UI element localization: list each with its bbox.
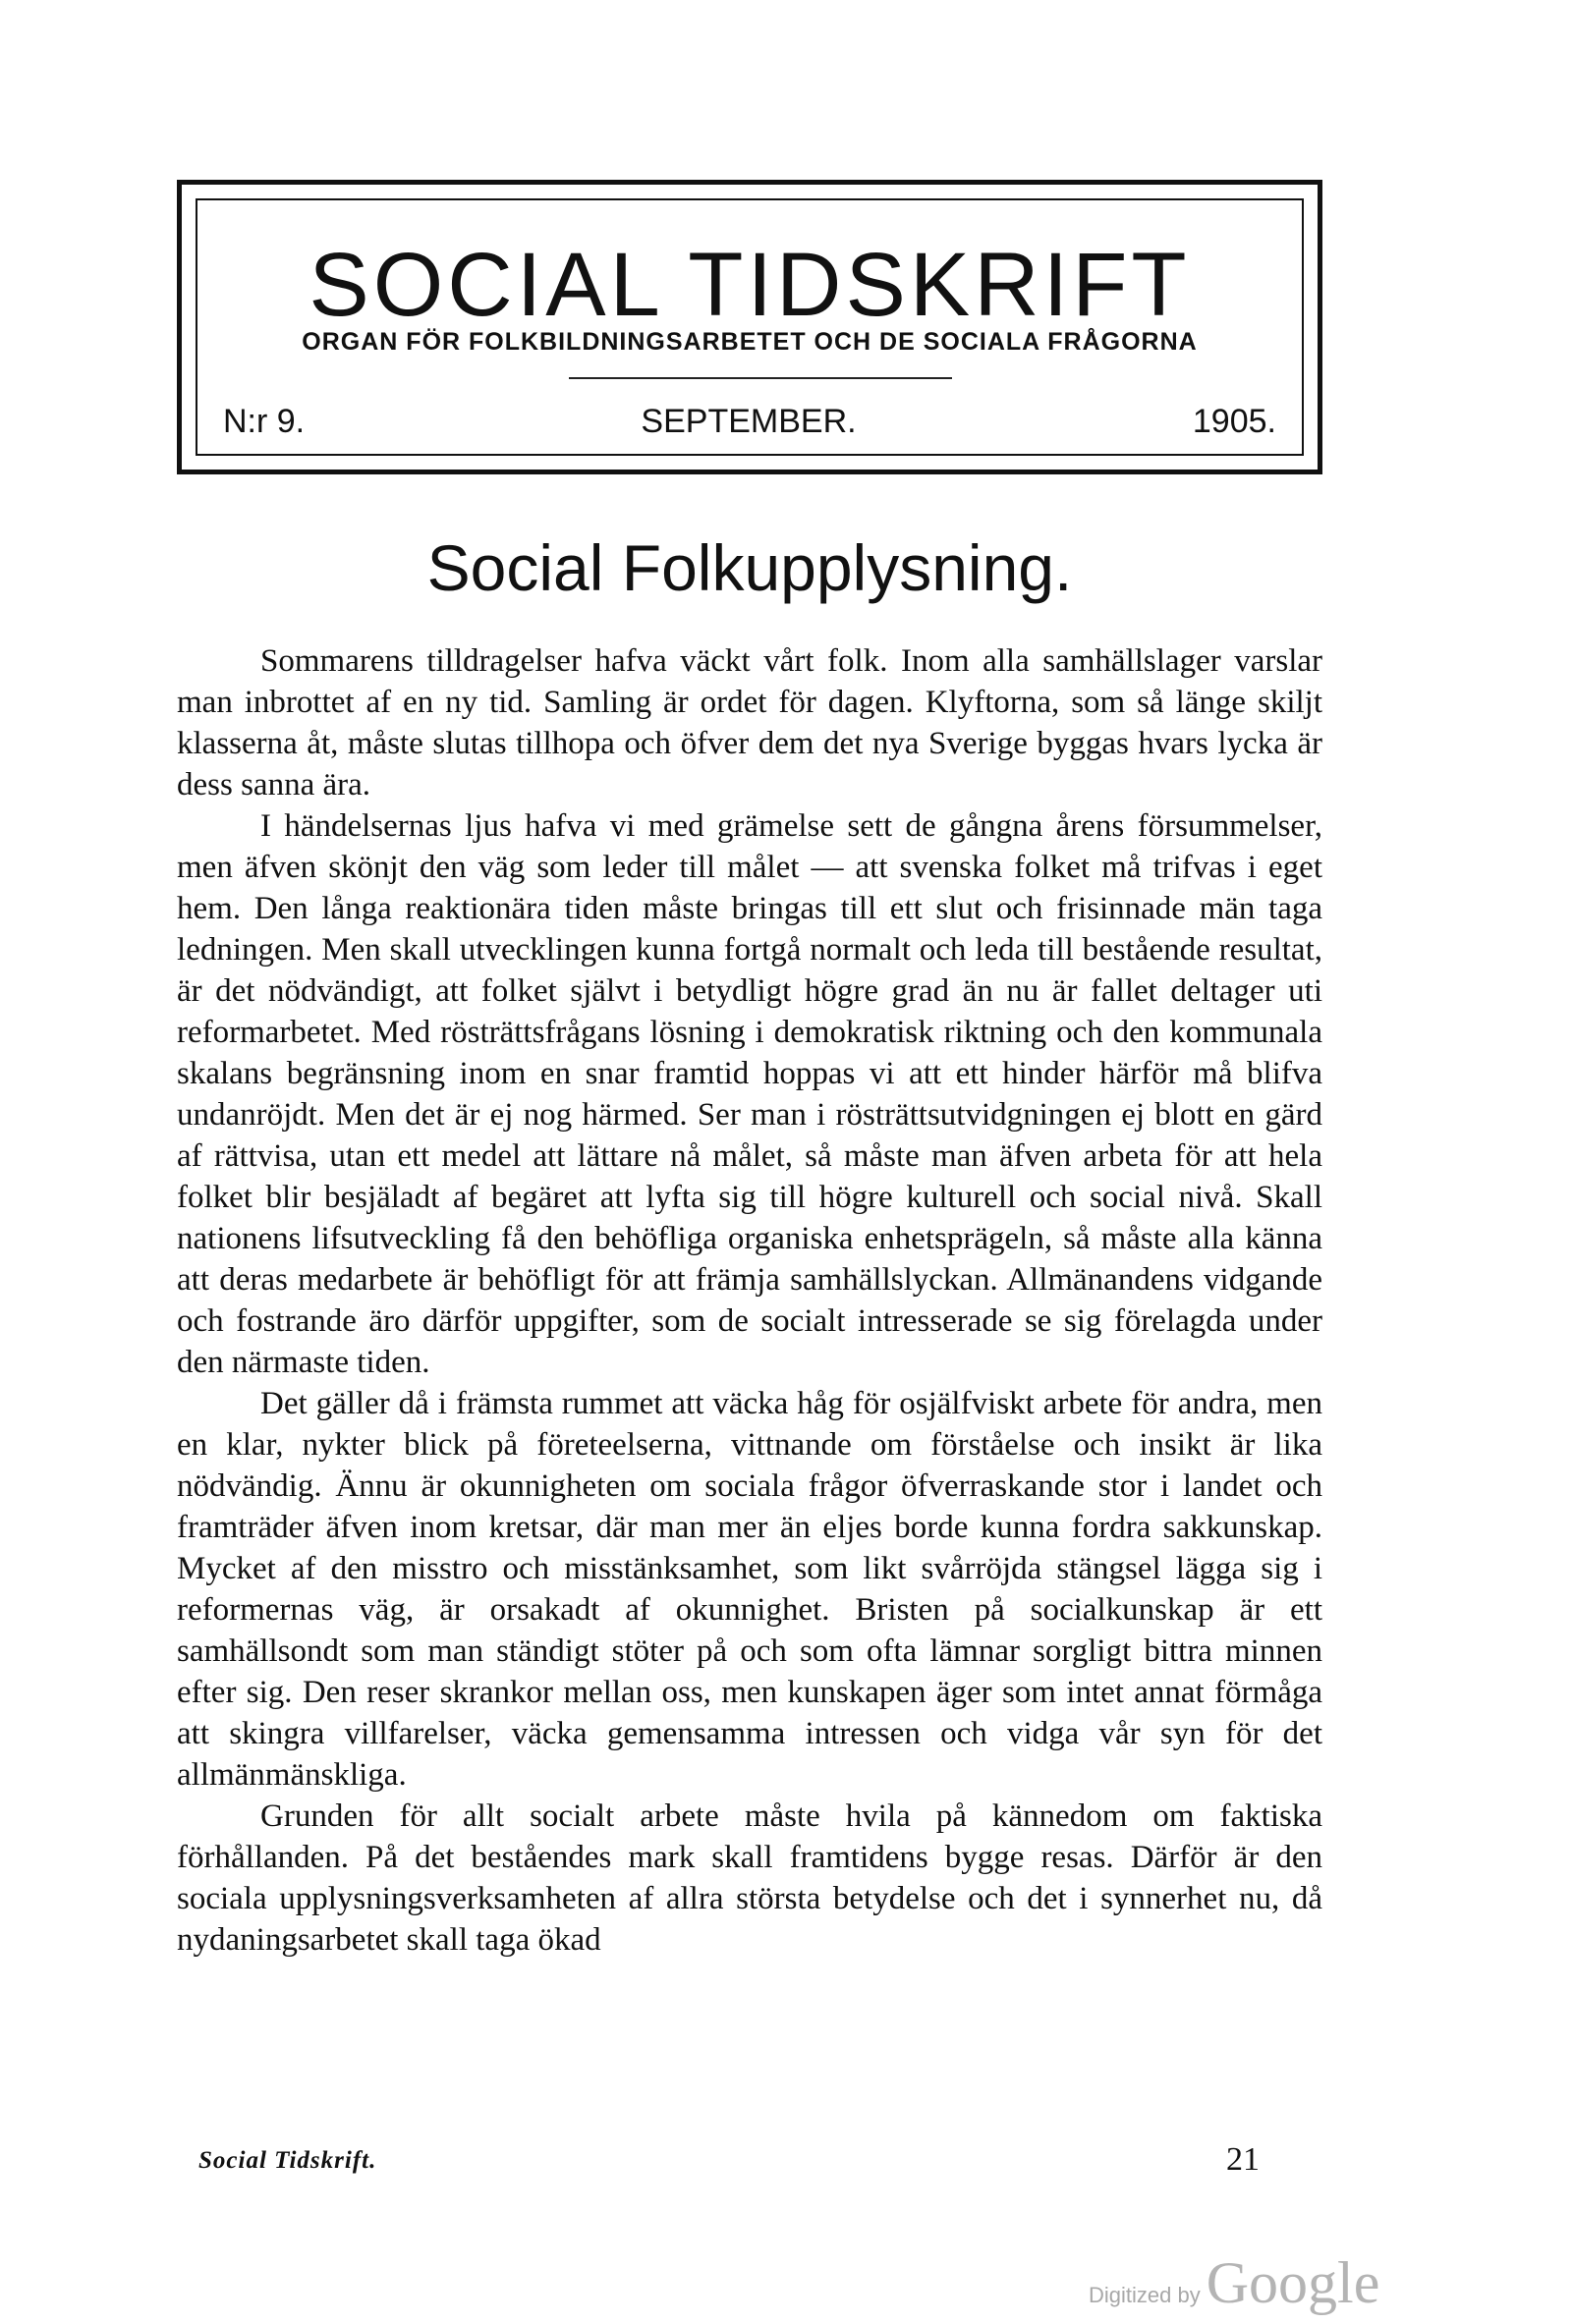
- paragraph: I händelsernas ljus hafva vi med grämelse sett de gångna årens försummelser, men äfven skönjt den väg som leder till målet — att svenska folket må trifvas i eget hem. Den långa reaktionära tiden måste bringas till ett slut och frisinnade män taga ledningen. Men skall utvecklingen kunna fortgå normalt och leda till bestående resultat, är det nödvändigt, att folket självt i betydligt högre grad än nu är fallet deltager uti reformarbetet. Med rösträttsfrågans lösning i demokratisk riktning och den kommunala skalans begränsning inom en snar framtid hoppas vi att ett hinder härför må blifva undanröjdt. Men det är ej nog härmed. Ser man i rösträttsutvidgningen ej blott en gärd af rättvisa, utan ett medel att lättare nå målet, så måste man äfven arbeta för att hela folket blir besjäladt af begäret att lyfta sig till högre kulturell och social nivå. Skall nationens lifsutveckling få den behöfliga organiska enhetsprägeln, så måste alla känna att deras medarbete är behöfligt för att främja samhällslyckan. Allmänandens vidgande och fostrande äro därför uppgifter, som de socialt intresserade se sig förelagda under den närmaste tiden.: [177, 808, 1322, 1380]
- article-body: [177, 640, 1322, 1961]
- masthead-divider: [569, 377, 952, 379]
- paragraph: Det gäller då i främsta rummet att väcka håg för osjälfviskt arbete för andra, men en klar, nykter blick på företeelserna, vittnande om förståelse och insikt är lika nödvändig. Ännu är okunnigheten om sociala frågor öfverraskande stor i landet och framträder äfven inom kretsar, där man mer än eljes borde kunna fordra sakkunskap. Mycket af den misstro och misstänksamhet, som likt svårröjda stängsel lägga sig i reformernas väg, är orsakadt af okunnighet. Bristen på socialkunskap är ett samhällsondt som man ständigt stöter på och som ofta lämnar sorgligt bittra minnen efter sig. Den reser skrankor mellan oss, men kunskapen äger som intet annat förmåga att skingra villfarelser, väcka gemensamma intressen och vidga vår syn för det allmänmänskliga.: [177, 1386, 1322, 1793]
- article-title: Social Folkupplysning.: [426, 531, 1073, 604]
- paragraph: Grunden för allt socialt arbete måste hvila på kännedom om faktiska förhållanden. På det beståendes mark skall framtidens bygge resas. Därför är den sociala upplysningsverksamheten af allra största betydelse och det i synnerhet nu, då nydaningsarbetet skall taga ökad: [177, 1798, 1322, 1958]
- masthead: [177, 180, 1322, 474]
- journal-subtitle: ORGAN FÖR FOLKBILDNINGSARBETET OCH DE SOCIALA FRÅGORNA: [302, 328, 1198, 356]
- digitized-watermark: [1089, 2249, 1379, 2317]
- issue-year: 1905.: [1192, 403, 1276, 440]
- issue-number: N:r 9.: [223, 403, 306, 440]
- watermark-prefix: Digitized by: [1089, 2283, 1201, 2307]
- google-logo: Google: [1206, 2250, 1380, 2315]
- footer-journal-name: Social Tidskrift.: [198, 2147, 377, 2174]
- masthead-inner-frame: [196, 198, 1304, 456]
- journal-title: SOCIAL TIDSKRIFT: [309, 235, 1191, 335]
- paragraph: Sommarens tilldragelser hafva väckt vårt folk. Inom alla samhällslager varslar man inbrottet af en ny tid. Samling är ordet för dagen. Klyftorna, som så länge skiljt klasserna åt, måste slutas tillhopa och öfver dem det nya Sverige byggas hvars lycka är dess sanna ära.: [177, 643, 1322, 802]
- issue-info-row: [223, 403, 1276, 441]
- page-number: 21: [1226, 2141, 1260, 2178]
- issue-month: SEPTEMBER.: [641, 403, 857, 440]
